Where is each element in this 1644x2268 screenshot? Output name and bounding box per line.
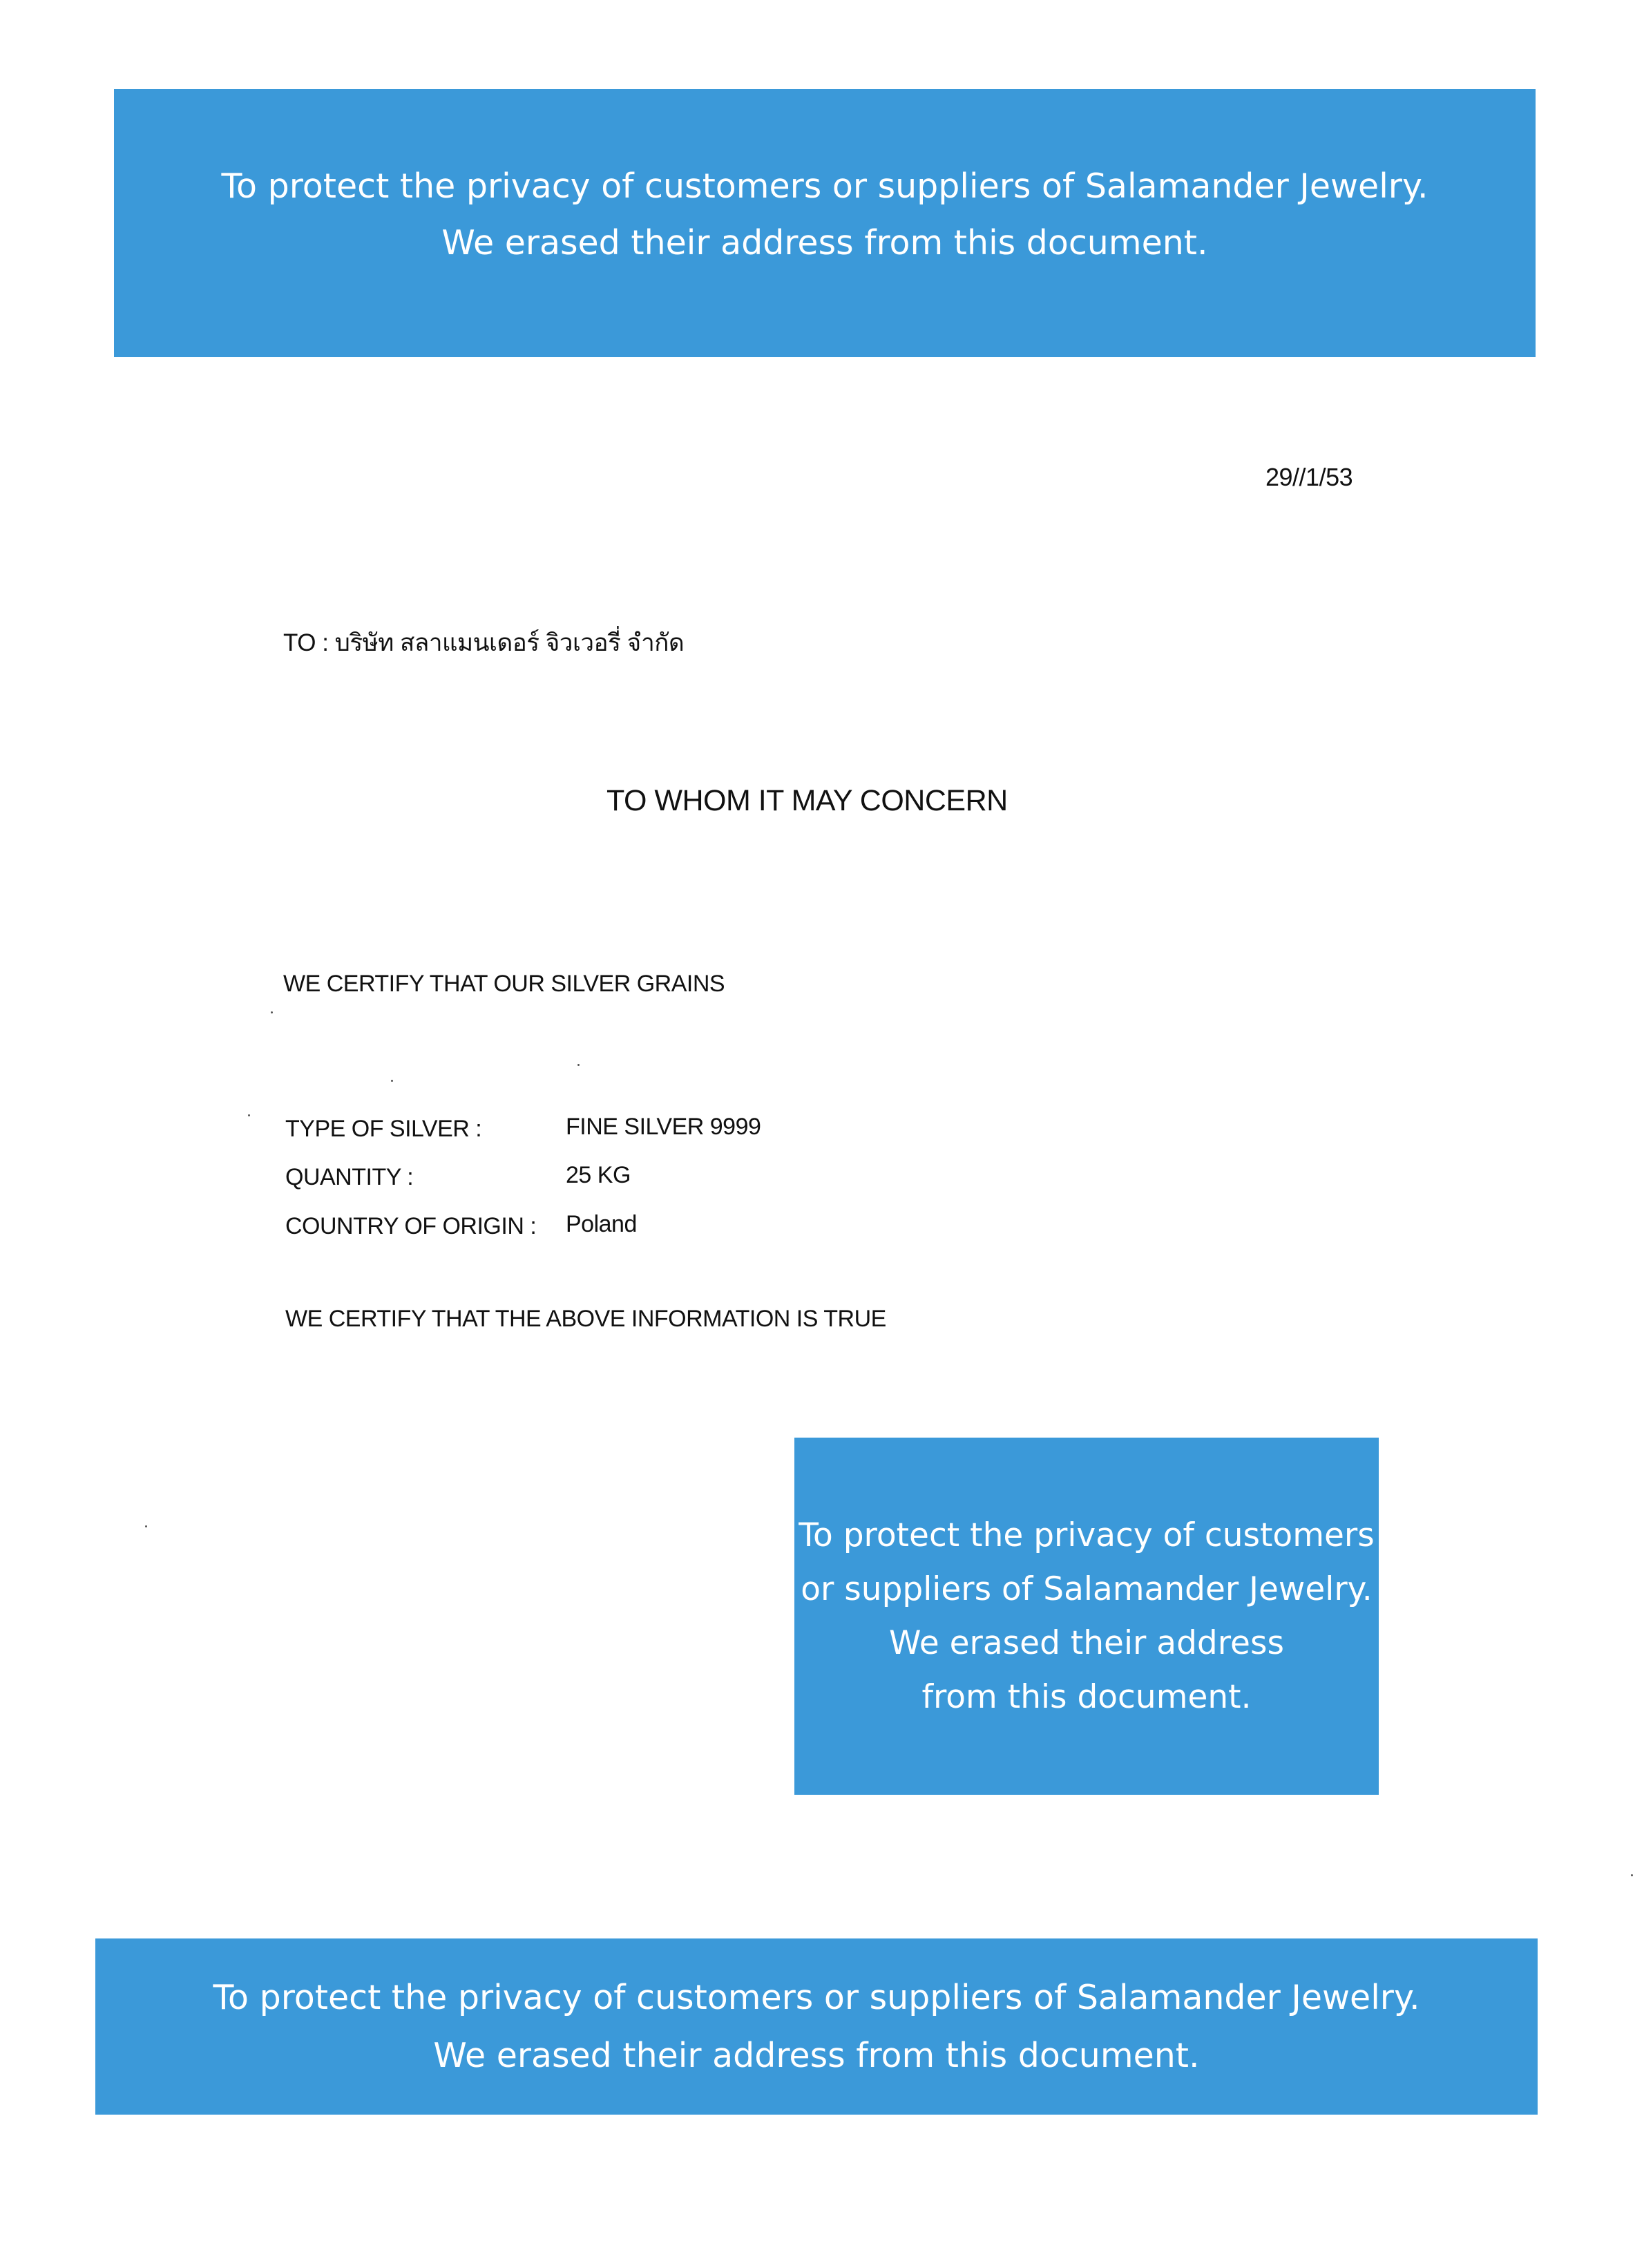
notice-line: To protect the privacy of customers or suppliers of Salamander Jewelry.: [213, 1977, 1420, 2017]
scan-speck: [145, 1525, 147, 1527]
notice-line: We erased their address from this document.: [441, 223, 1208, 263]
field-label-quantity: QUANTITY :: [285, 1164, 414, 1190]
recipient-line: TO : บริษัท สลาแมนเดอร์ จิวเวอรี่ จำกัด: [283, 629, 685, 656]
field-value-type: FINE SILVER 9999: [566, 1114, 761, 1140]
notice-line: We erased their address: [889, 1623, 1284, 1662]
scan-speck: [1631, 1874, 1633, 1876]
scan-speck: [271, 1011, 273, 1013]
notice-line: We erased their address from this document.: [433, 2035, 1200, 2075]
notice-line: or suppliers of Salamander Jewelry.: [801, 1570, 1373, 1608]
letter-heading: TO WHOM IT MAY CONCERN: [606, 784, 1008, 817]
scan-speck: [391, 1080, 393, 1082]
scan-speck: [248, 1114, 250, 1116]
notice-line: from this document.: [921, 1677, 1252, 1716]
certify-outro: WE CERTIFY THAT THE ABOVE INFORMATION IS TRUE: [285, 1306, 886, 1332]
privacy-notice-top: [114, 89, 1536, 357]
privacy-notice-middle: [794, 1438, 1379, 1795]
notice-line: To protect the privacy of customers: [799, 1516, 1375, 1554]
notice-line: To protect the privacy of customers or suppliers of Salamander Jewelry.: [221, 166, 1428, 206]
scan-speck: [577, 1064, 580, 1066]
letter-date: 29//1/53: [1265, 463, 1353, 491]
field-value-quantity: 25 KG: [566, 1162, 631, 1188]
field-value-country: Poland: [566, 1211, 637, 1237]
privacy-notice-bottom: [95, 1938, 1538, 2115]
certify-intro: WE CERTIFY THAT OUR SILVER GRAINS: [283, 971, 725, 997]
field-label-country: COUNTRY OF ORIGIN :: [285, 1213, 537, 1239]
field-label-type: TYPE OF SILVER :: [285, 1116, 482, 1142]
